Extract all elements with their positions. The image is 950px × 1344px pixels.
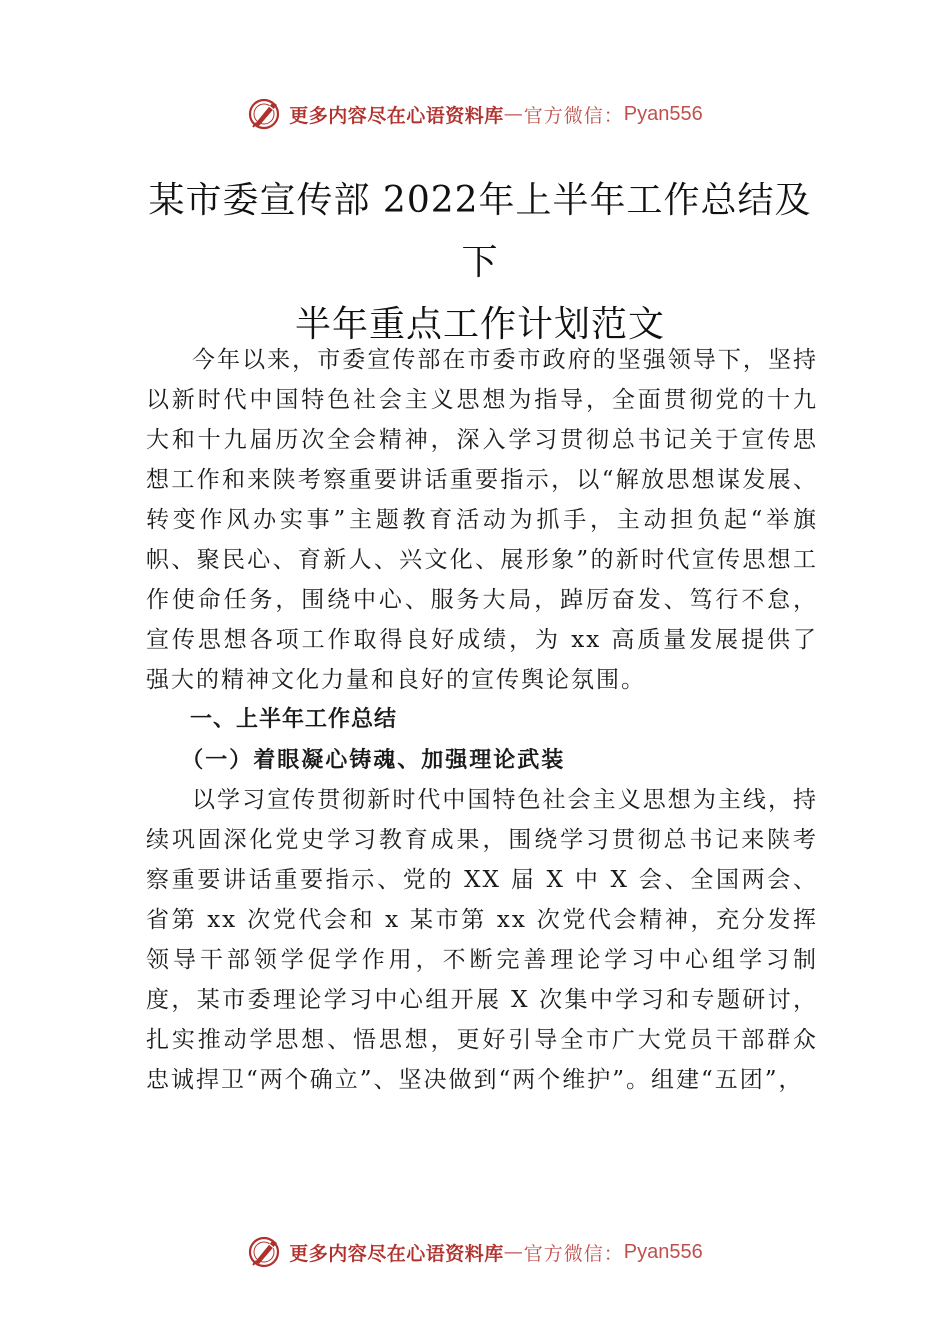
quill-pen-logo-icon bbox=[247, 1234, 283, 1270]
footer-wechat-id: Pyan556 bbox=[623, 1240, 703, 1263]
footer-banner bbox=[0, 1232, 950, 1272]
banner-wechat-id: Pyan556 bbox=[623, 102, 703, 125]
footer-brand-text: 更多内容尽在心语资料库 bbox=[289, 1242, 504, 1265]
subsection-heading-1: （一）着眼凝心铸魂、加强理论武装 bbox=[181, 747, 566, 773]
intro-paragraph: 今年以来，市委宣传部在市委市政府的坚强领导下，坚持以新时代中国特色社会主义思想为指导，全面贯彻党的十九大和十九届历次全会精神，深入学习贯彻总书记关于宣传思想工作和来陕考察重要讲话重要指示，以“解放思想谋发展、转变作风办实事”主题教育活动为抓手，主动担负起“举旗帜、聚民心、育新人、兴文化、展形象”的新时代宣传思想工作使命任务，围绕中心、服务大局，踔厉奋发、笃行不怠，宣传思想各项工作取得良好成绩，为 xx 高质量发展提供了强大的精神文化力量和良好的宣传舆论氛围。 bbox=[146, 347, 818, 693]
footer-separator: — bbox=[503, 1241, 524, 1263]
title-line-1: 某市委宣传部 2022年上半年工作总结及下 bbox=[148, 180, 812, 283]
subsection-1-paragraph: 以学习宣传贯彻新时代中国特色社会主义思想为主线，持续巩固深化党史学习教育成果，围绕学习贯彻总书记来陕考察重要讲话重要指示、党的 XX 届 X 中 X 会、全国两会、省第 xx 次党代会和 x 某市第 xx 次党代会精神，充分发挥领导干部领学促学作用，不断完善理论学习中心组学习制度，某市委理论学习中心组开展 X 次集中学习和专题研讨，扎实推动学思想、悟思想，更好引导全市广大党员干部群众忠诚捍卫“两个确立”、坚决做到“两个维护”。组建“五团”， bbox=[146, 787, 818, 1093]
section-heading-1: 一、上半年工作总结 bbox=[190, 707, 398, 732]
banner-wechat-label: 官方微信： bbox=[523, 104, 624, 127]
footer-wechat-label: 官方微信： bbox=[523, 1242, 624, 1265]
banner-separator: — bbox=[503, 103, 524, 125]
title-line-2: 半年重点工作计划范文 bbox=[294, 304, 665, 345]
quill-pen-logo-icon bbox=[247, 96, 283, 132]
document-title bbox=[140, 170, 820, 356]
document-body bbox=[146, 340, 818, 1100]
header-banner bbox=[0, 94, 950, 134]
banner-brand-text: 更多内容尽在心语资料库 bbox=[289, 104, 504, 127]
